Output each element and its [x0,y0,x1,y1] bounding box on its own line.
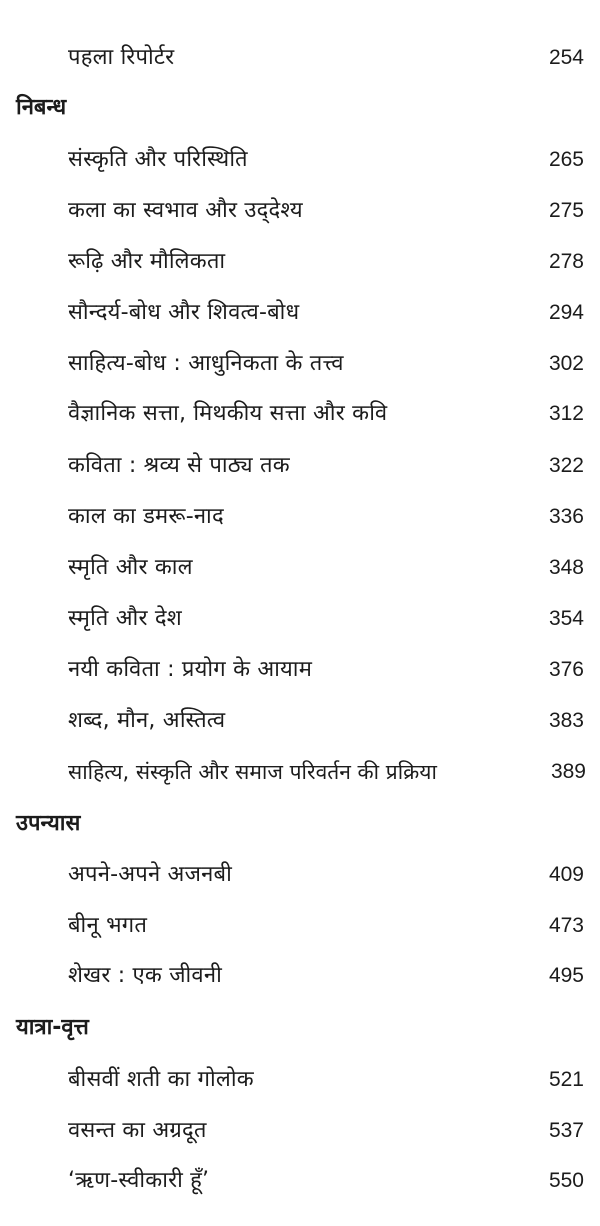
section-heading-text: निबन्ध [16,95,67,120]
toc-entry [0,956,600,996]
toc-entry-title: वैज्ञानिक सत्ता, मिथकीय सत्ता और कवि [68,401,388,426]
toc-entry-page: 312 [548,402,584,425]
section-heading-text: यात्रा-वृत्त [16,1015,89,1040]
toc-entry-page: 389 [550,760,586,783]
toc-entry [0,1111,600,1151]
toc-entry-title: शब्द, मौन, अस्तित्व [68,708,226,733]
toc-entry-page: 265 [548,148,584,171]
toc-entry-page: 254 [548,46,584,69]
toc-entry-title: पहला रिपोर्टर [68,45,175,70]
toc-entry-page: 275 [548,199,584,222]
toc-entry-page: 521 [548,1068,584,1091]
toc-entry-title: साहित्य, संस्कृति और समाज परिवर्तन की प्रक्रिया [68,760,437,784]
toc-entry-title: बीसवीं शती का गोलोक [68,1067,254,1092]
toc-entry-title: साहित्य-बोध : आधुनिकता के तत्त्व [68,351,344,376]
toc-entry [0,140,600,180]
toc-entry [0,242,600,282]
toc-entry-title: रूढ़ि और मौलिकता [68,249,226,274]
toc-entry-title: अपने-अपने अजनबी [68,862,232,887]
toc-entry [0,650,600,690]
toc-entry-page: 354 [548,607,584,630]
toc-entry [0,548,600,588]
toc-entry [0,855,600,895]
toc-entry-title: बीनू भगत [68,913,148,938]
toc-entry-title: स्मृति और देश [68,606,182,631]
toc-entry-page: 537 [548,1119,584,1142]
toc-entry [0,293,600,333]
toc-entry-title: स्मृति और काल [68,555,193,580]
toc-entry-page: 376 [548,658,584,681]
toc-entry [0,394,600,434]
toc-entry-page: 302 [548,352,584,375]
toc-entry [0,906,600,946]
toc-entry [0,1060,600,1100]
toc-entry [0,191,600,231]
toc-entry [0,344,600,384]
toc-entry [0,446,600,486]
toc-entry-page: 383 [548,709,584,732]
toc-entry [0,701,600,741]
section-heading-essays [0,88,600,128]
toc-entry [0,752,600,792]
toc-entry-title: कला का स्वभाव और उद्‌देश्य [68,198,303,223]
toc-entry-page: 409 [548,863,584,886]
toc-entry-title: काल का डमरू-नाद [68,504,224,529]
section-heading-text: उपन्यास [16,811,81,836]
toc-entry [0,1161,600,1201]
toc-entry-title: संस्कृति और परिस्थिति [68,147,248,172]
toc-entry-page: 495 [548,964,584,987]
toc-entry-page: 336 [548,505,584,528]
toc-entry-title: वसन्त का अग्रदूत [68,1118,207,1143]
toc-entry-page: 278 [548,250,584,273]
toc-entry [0,497,600,537]
section-heading-travelogue [0,1008,600,1048]
toc-entry-page: 294 [548,301,584,324]
section-heading-novels [0,804,600,844]
toc-entry-title: सौन्दर्य-बोध और शिवत्व-बोध [68,300,300,325]
toc-entry-title: कविता : श्रव्य से पाठ्य तक [68,453,290,478]
toc-entry [0,38,600,78]
toc-entry-title: शेखर : एक जीवनी [68,963,222,988]
toc-entry-title: ‘ऋण-स्वीकारी हूँ’ [68,1168,210,1193]
toc-entry-page: 550 [548,1169,584,1192]
toc-entry-title: नयी कविता : प्रयोग के आयाम [68,657,313,682]
toc-entry [0,599,600,639]
toc-entry-page: 322 [548,454,584,477]
toc-entry-page: 348 [548,556,584,579]
toc-entry-page: 473 [548,914,584,937]
